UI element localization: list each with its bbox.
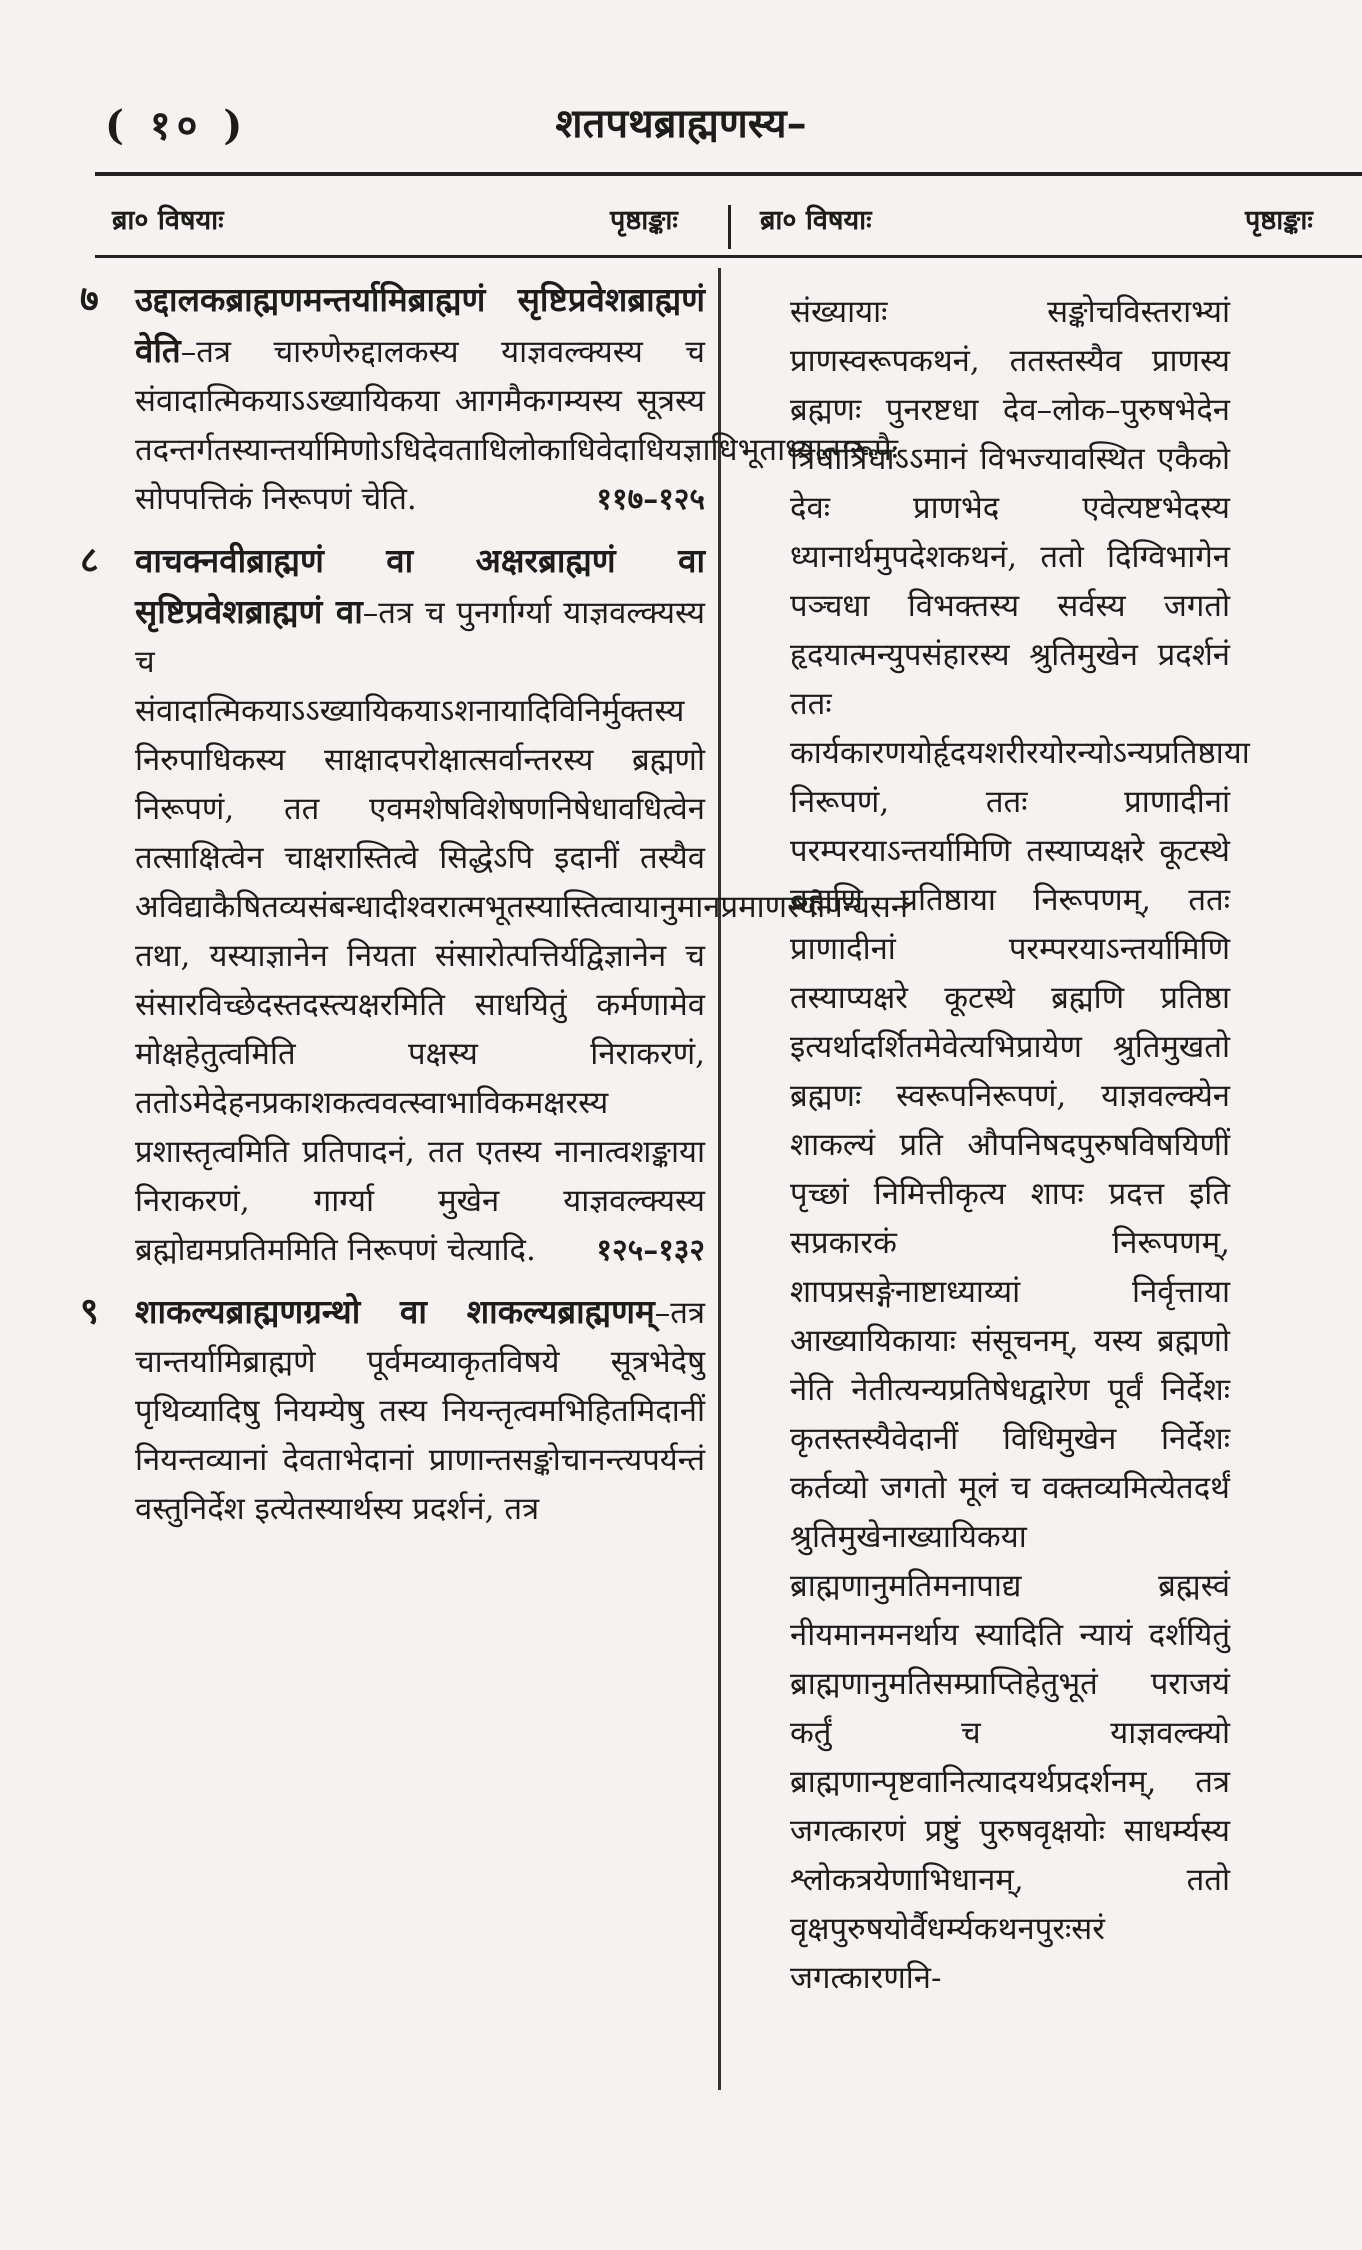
entry-pages: ११७–१२५ xyxy=(596,482,705,517)
toc-entry-8 xyxy=(80,536,909,1275)
entry-text: –तत्र चान्तर्यामिब्राह्मणे पूर्वमव्याकृतविषये सूत्रभेदेषु पृथिव्यादिषु नियम्येषु तस्य नियन्तृत्वमभिहितमिदानीं नियन्तव्यानां देवताभेदानां प्राणान्तसङ्कोचानन्त्यपर्यन्तं वस्तुनिर्देश इत्येतस्यार्थस्य प्रदर्शनं, तत्र xyxy=(135,1295,705,1527)
column-header-separator xyxy=(728,205,731,249)
entry-text: –तत्र चारुणेरुद्दालकस्य याज्ञवल्क्यस्य च संवादात्मिकयाऽऽख्यायिकया आगमैकगम्यस्य सूत्रस्य तदन्तर्गतस्यान्तर्यामिणोऽधिदेवताधिलोकाधिवेदाधियज्ञाधिभूताध्यात्मरूपैः सोपपत्तिकं निरूपणं चेति. xyxy=(135,334,898,517)
entry-number: ८ xyxy=(80,539,99,581)
left-subject-header: ब्रा० विषयाः xyxy=(112,205,224,236)
right-page-header: पृष्ठाङ्काः xyxy=(1245,205,1313,236)
entry-text: –तत्र च पुनर्गार्ग्या याज्ञवल्क्यस्य च संवादात्मिकयाऽऽख्यायिकयाऽशनायादिविनिर्मुक्तस्य निरुपाधिकस्य साक्षादपरोक्षात्सर्वान्तरस्य ब्रह्मणो निरूपणं, तत एवमशेषविशेषणनिषेधावधित्वेन तत्साक्षित्वेन चाक्षरास्तित्वे सिद्धेऽपि इदानीं तस्यैव अविद्याकैषितव्यसंबन्धादीश्वरात्मभूतस्यास्तित्वायानुमानप्रमाणस्योपन्यसनं तथा, यस्याज्ञानेन नियता संसारोत्पत्तिर्यद्विज्ञानेन च संसारविच्छेदस्तदस्त्यक्षरमिति साधयितुं कर्मणामेव मोक्षहेतुत्वमिति पक्षस्य निराकरणं, ततोऽमेदेहनप्रकाशकत्ववत्स्वाभाविकमक्षरस्य प्रशास्तृत्वमिति प्रतिपादनं, तत एतस्य नानात्वशङ्काया निराकरणं, गार्ग्या मुखेन याज्ञवल्क्यस्य ब्रह्मोद्यमप्रतिममिति निरूपणं चेत्यादि. xyxy=(135,595,909,1268)
entry-number: ९ xyxy=(80,1290,99,1332)
left-page-header: पृष्ठाङ्काः xyxy=(610,205,678,236)
header-top-rule xyxy=(95,172,1362,176)
entry-number: ७ xyxy=(80,278,99,320)
right-column-text: संख्यायाः सङ्कोचविस्तराभ्यां प्राणस्वरूपकथनं, ततस्तस्यैव प्राणस्य ब्रह्मणः पुनरष्टधा देव–लोक–पुरुषभेदेन त्रिधात्रिधाऽऽमानं विभज्यावस्थित एकैको देवः प्राणभेद एवेत्यष्टभेदस्य ध्यानार्थमुपदेशकथनं, ततो दिग्विभागेन पञ्चधा विभक्तस्य सर्वस्य जगतो हृदयात्मन्युपसंहारस्य श्रुतिमुखेन प्रदर्शनं ततः कार्यकारणयोर्हृदयशरीरयोरन्योऽन्यप्रतिष्ठाया निरूपणं, ततः प्राणादीनां परम्परयाऽन्तर्यामिणि तस्याप्यक्षरे कूटस्थे ब्रह्मणि प्रतिष्ठाया निरूपणम्, ततः प्राणादीनां परम्परयाऽन्तर्यामिणि तस्याप्यक्षरे कूटस्थे ब्रह्मणि प्रतिष्ठा इत्यर्थादर्शितमेवेत्यभिप्रायेण श्रुतिमुखतो ब्रह्मणः स्वरूपनिरूपणं, याज्ञवल्क्येन शाकल्यं प्रति औपनिषदपुरुषविषयिणीं पृच्छां निमित्तीकृत्य शापः प्रदत्त इति सप्रकारकं निरूपणम्, शापप्रसङ्गेनाष्टाध्याय्यां निर्वृत्ताया आख्यायिकायाः संसूचनम्, यस्य ब्रह्मणो नेति नेतीत्यन्यप्रतिषेधद्वारेण पूर्वं निर्देशः कृतस्तस्यैवेदानीं विधिमुखेन निर्देशः कर्तव्यो जगतो मूलं च वक्तव्यमित्येतदर्थं श्रुतिमुखेनाख्यायिकया ब्राह्मणानुमतिमनापाद्य ब्रह्मस्वं नीयमानमनर्थाय स्यादिति न्यायं दर्शयितुं ब्राह्मणानुमतिसम्प्राप्तिहेतुभूतं पराजयं कर्तुं च याज्ञवल्क्यो ब्राह्मणान्पृष्टवानित्यादयर्थप्रदर्शनम्, तत्र जगत्कारणं प्रष्टुं पुरुषवृक्षयोः साधर्म्यस्य श्लोकत्रयेणाभिधानम्, ततो वृक्षपुरुषयोर्वैधर्म्यकथनपुरःसरं जगत्कारणनि- xyxy=(790,294,1250,1996)
entry-body xyxy=(135,536,909,1275)
entry-title: उद्दालकब्राह्मणमन्तर्यामिब्राह्मणं सृष्टिप्रवेशब्राह्मणं वेति xyxy=(135,280,705,370)
running-title: शतपथब्राह्मणस्य– xyxy=(555,100,807,147)
page-number: ( १० ) xyxy=(105,102,249,149)
entry-title: शाकल्यब्राह्मणग्रन्थो वा शाकल्यब्राह्मणम् xyxy=(135,1292,655,1331)
column-separator xyxy=(718,268,721,2090)
right-subject-header: ब्रा० विषयाः xyxy=(760,205,872,236)
entry-title: वाचक्नवीब्राह्मणं वा अक्षरब्राह्मणं वा सृष्टिप्रवेशब्राह्मणं वा xyxy=(135,541,705,631)
entry-pages: १२५–१३२ xyxy=(596,1233,705,1268)
header-bottom-rule xyxy=(95,255,1362,258)
toc-entry-7 xyxy=(80,275,898,524)
right-column xyxy=(790,288,1250,2003)
entry-body xyxy=(135,1287,705,1534)
toc-entry-9 xyxy=(80,1287,705,1534)
left-column xyxy=(80,275,909,1546)
page-header xyxy=(0,88,1362,158)
